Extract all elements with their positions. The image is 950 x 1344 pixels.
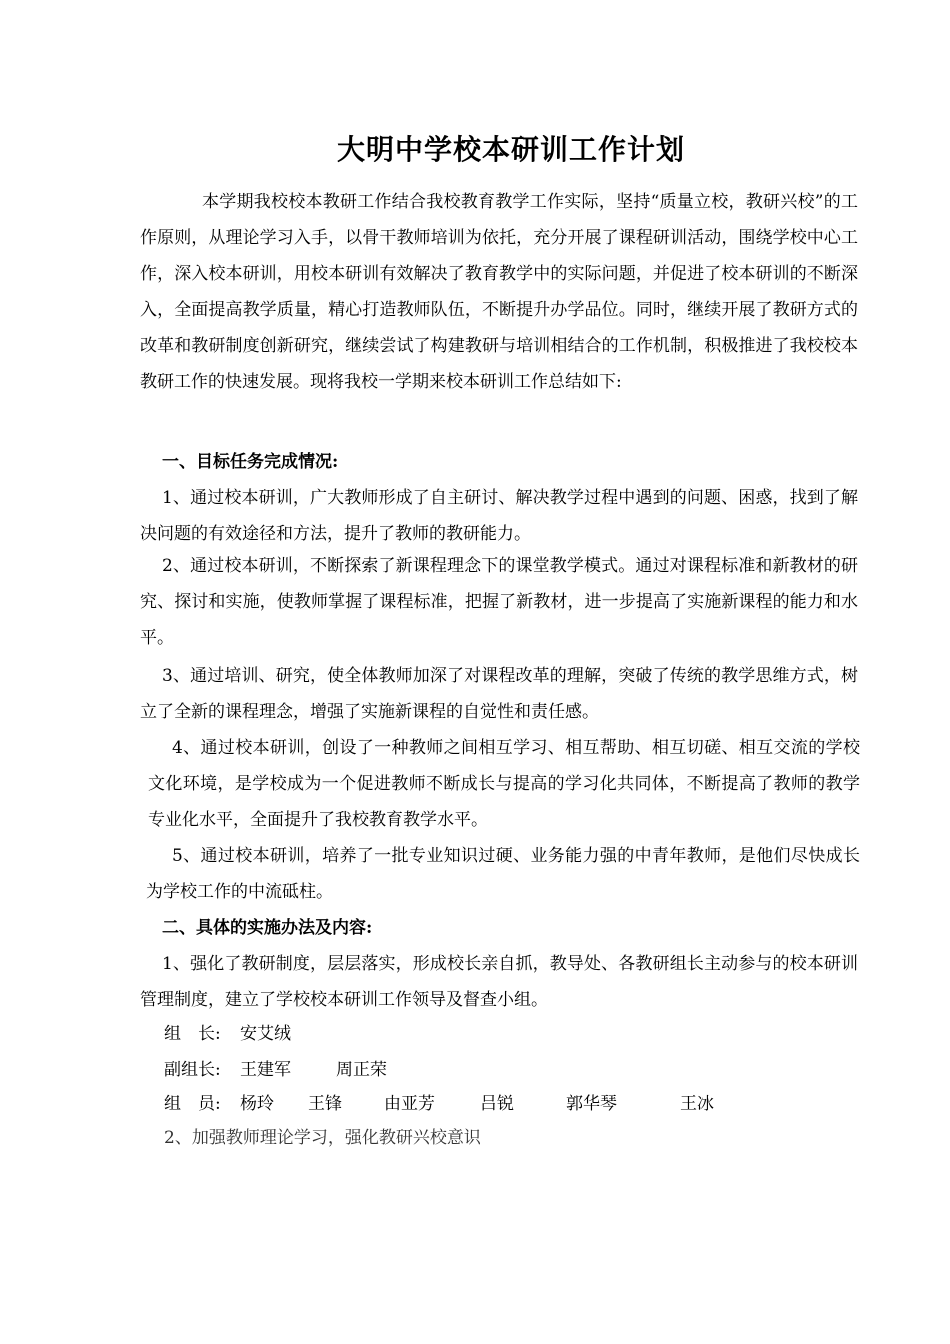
section1-item-5: 5、通过校本研训，培养了一批专业知识过硬、业务能力强的中青年教师，是他们尽快成长为学校工作的中流砥柱。 bbox=[146, 846, 860, 902]
section1-item-4: 4、通过校本研训，创设了一种教师之间相互学习、相互帮助、相互切磋、相互交流的学校文化环境，是学校成为一个促进教师不断成长与提高的学习化共同体，不断提高了教师的教学专业化水平，全面提升了我校教育教学水平。 bbox=[148, 738, 860, 830]
section1-item-3: 3、通过培训、研究，使全体教师加深了对课程改革的理解，突破了传统的教学思维方式，树立了全新的课程理念，增强了实施新课程的自觉性和责任感。 bbox=[140, 666, 858, 722]
section2-item-2: 2、加强教师理论学习，强化教研兴校意识 bbox=[164, 1128, 481, 1148]
vice-name: 周正荣 bbox=[336, 1060, 387, 1080]
member-name: 郭华琴 bbox=[566, 1094, 617, 1114]
section2-heading: 二、具体的实施办法及内容: bbox=[162, 918, 373, 938]
vice-name: 王建军 bbox=[240, 1060, 291, 1080]
document-title: 大明中学校本研训工作计划 bbox=[336, 133, 685, 166]
section1-heading: 一、目标任务完成情况: bbox=[162, 452, 339, 472]
member-name: 王冰 bbox=[680, 1094, 714, 1114]
leader-name: 安艾绒 bbox=[240, 1024, 291, 1044]
member-name: 杨玲 bbox=[240, 1094, 274, 1114]
members-row bbox=[164, 1086, 804, 1122]
vice-leader-row bbox=[164, 1052, 764, 1088]
leader-row bbox=[164, 1016, 764, 1052]
vice-label: 副组长: bbox=[164, 1060, 221, 1080]
section1-item-2: 2、通过校本研训，不断探索了新课程理念下的课堂教学模式。通过对课程标准和新教材的研究、探讨和实施，使教师掌握了课程标准，把握了新教材，进一步提高了实施新课程的能力和水平。 bbox=[140, 556, 858, 648]
leader-label: 组 长: bbox=[164, 1024, 221, 1044]
member-name: 吕锐 bbox=[480, 1094, 514, 1114]
member-name: 由亚芳 bbox=[384, 1094, 435, 1114]
member-name: 王锋 bbox=[308, 1094, 342, 1114]
section2-item-1: 1、强化了教研制度，层层落实，形成校长亲自抓，教导处、各教研组长主动参与的校本研训管理制度，建立了学校校本研训工作领导及督查小组。 bbox=[140, 954, 858, 1010]
member-label: 组 员: bbox=[164, 1094, 221, 1114]
intro-paragraph: 本学期我校校本教研工作结合我校教育教学工作实际，坚持“质量立校，教研兴校”的工作原则，从理论学习入手，以骨干教师培训为依托，充分开展了课程研训活动，围绕学校中心工作，深入校本研训，用校本研训有效解决了教育教学中的实际问题，并促进了校本研训的不断深入，全面提高教学质量，精心打造教师队伍，不断提升办学品位。同时，继续开展了教研方式的改革和教研制度创新研究，继续尝试了构建教研与培训相结合的工作机制，积极推进了我校校本教研工作的快速发展。现将我校一学期来校本研训工作总结如下: bbox=[140, 192, 858, 392]
section1-item-1: 1、通过校本研训，广大教师形成了自主研讨、解决教学过程中遇到的问题、困惑，找到了解决问题的有效途径和方法，提升了教师的教研能力。 bbox=[140, 488, 858, 544]
